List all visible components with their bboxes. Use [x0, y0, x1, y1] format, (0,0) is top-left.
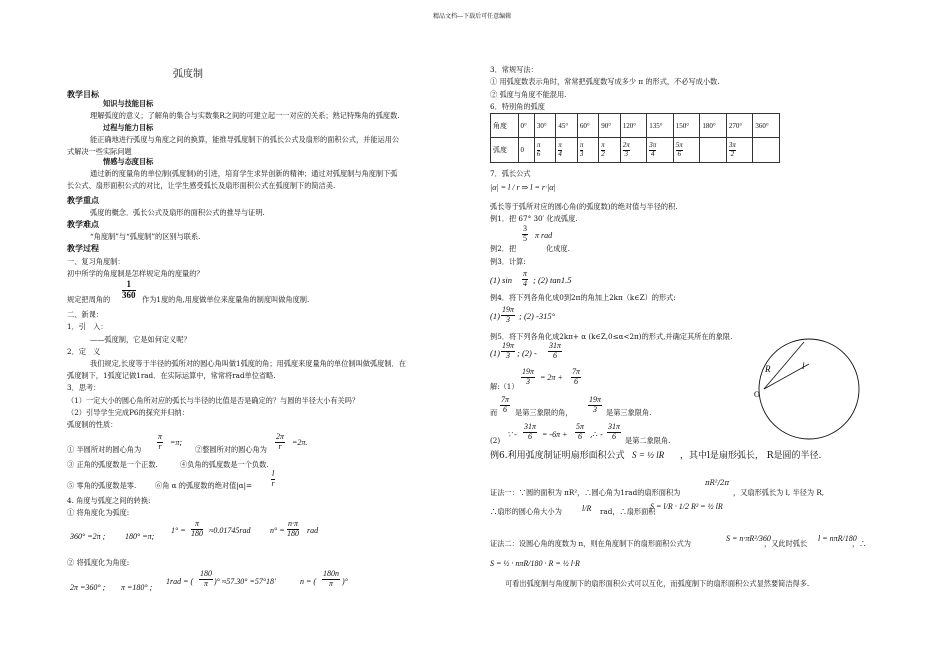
example-2-rad: π rad	[535, 231, 553, 240]
arc-formula: |α| = l / r ⇒ l = r·|α|	[490, 183, 556, 192]
special-angles-heading: 6．特别角的弧度	[490, 102, 545, 111]
circle-outline	[759, 339, 859, 439]
example-5a-prefix: (1)	[490, 348, 500, 358]
sector-circle-figure	[754, 334, 864, 444]
proof-3: 证法二：设圆心角的度数为 n，则在角度制下的扇形面积公式为	[490, 539, 691, 548]
fraction-pi-180: $\frac{\pi}{180}$	[191, 519, 203, 538]
review-3-prefix: 规定把周角的	[67, 295, 111, 304]
solution-1: = 2π +	[540, 373, 563, 382]
example-2-prefix: 例2．把	[490, 244, 517, 253]
key-heading: 教学重点	[67, 195, 99, 205]
solution-2b: 是第三象限角.	[606, 408, 652, 417]
example-2: 化成度.	[546, 244, 570, 253]
proof-3c: ，又此时弧长	[764, 539, 808, 548]
definition-1: 我们规定,长度等于半径的弧所对的圆心角叫做1弧度的角；用弧度来度量角的单位制叫做弧度制．在	[90, 359, 406, 368]
think-heading: 3．思考：	[67, 383, 101, 392]
process-main-heading: 教学过程	[67, 243, 99, 253]
degree-row	[491, 114, 780, 138]
prop-full-circle-value: =2π.	[292, 438, 308, 447]
example-4a-prefix: (1)	[490, 311, 500, 321]
conv-1deg-value: ≈0.01745rad	[209, 526, 251, 535]
conv-1rad: 1rad = (	[166, 577, 194, 586]
think-1: （1）一定大小的圆心角所对应的弧长与半径的比值是否是确定的？与圆的半径大小有关吗？	[67, 396, 360, 405]
degree-cell: 270°	[726, 114, 753, 138]
definition-heading: 2．定 义	[67, 347, 101, 356]
prop-abs: ⑥角 α 的弧度数的绝对值|α|=	[155, 481, 253, 490]
fraction-pi-r: $\frac{\pi}{r}$	[158, 432, 163, 451]
conv-nrad: n = (	[300, 577, 317, 586]
degree-cell: 30°	[534, 114, 555, 138]
knowledge-heading: 知识与技能目标	[103, 99, 154, 108]
definition-2: 弧度制下，1弧度记做1rad．在实际运算中，常常将rad单位省略.	[67, 371, 276, 380]
key-text: 弧度的概念．弧长公式及扇形的面积公式的推导与证明.	[90, 208, 265, 217]
page-header: 精品文档---下载后可任意编辑	[433, 13, 512, 20]
degree-row-head: 角度	[491, 114, 519, 138]
solution-2-fraction: $\frac{7\pi}{6}$	[501, 395, 510, 414]
circle-label-O: O	[754, 390, 760, 399]
arc-heading: 7．弧长公式	[490, 169, 531, 178]
solution-3-mid: = -6π +	[542, 430, 568, 439]
conv-360: 360° =2π ;	[70, 532, 106, 541]
degree-cell: 150°	[673, 114, 700, 138]
conv-ndeg: n° =	[270, 526, 285, 535]
conv-1deg: 1° =	[171, 526, 186, 535]
proof-2c: S = l/R · 1/2 R² = ½ lR	[650, 502, 723, 511]
degree-cell: 360°	[753, 114, 780, 138]
review-2: 初中所学的角度制是怎样规定角的度量的？	[67, 269, 204, 278]
proof-3e: ，∴	[852, 539, 867, 548]
fraction-2pi-r: $\frac{2\pi}{r}$	[276, 432, 285, 451]
conv-2pi: 2π =360° ;	[70, 583, 106, 592]
new-lesson: 二、新课：	[67, 310, 103, 319]
conv-1rad-value: )° ≈57.30° =57°18′	[214, 577, 276, 586]
radian-cell: $\frac{2\pi}{3}$	[620, 138, 647, 163]
process-heading: 过程与能力目标	[103, 123, 154, 132]
intro: 1．引 入：	[67, 322, 108, 331]
proof-2: ∴扇形的圆心角大小为	[490, 507, 562, 516]
proof-2b: rad，∴扇形面积	[600, 507, 656, 516]
radian-cell: $\frac{3\pi}{2}$	[726, 138, 753, 163]
solution-3-end: 是第二象限角.	[625, 436, 671, 445]
writing-1: ① 用弧度数表示角时，常常把弧度数写成多少 π 的形式，不必写成小数.	[490, 77, 720, 86]
conversion-heading: 4. 角度与弧度之间的转换:	[67, 496, 151, 505]
difficulty-text: “角度制”与“弧度制”的区别与联系.	[90, 232, 201, 241]
radian-cell	[700, 138, 727, 163]
review-3: 作为1度的角,用度做单位来度量角的制度叫做角度制.	[142, 295, 310, 304]
deg-to-rad-heading: ① 将角度化为弧度:	[67, 508, 130, 517]
knowledge-text: 理解弧度的意义；了解角的集合与实数集R之间的可建立起一一对应的关系；熟记特殊角的弧度数.	[90, 111, 400, 120]
conv-pi: π =180° ;	[121, 583, 153, 592]
review-1: 一、复习角度制：	[67, 257, 125, 266]
solution-3-prefix: (2)	[490, 436, 501, 445]
prop-zero: ⑤ 零角的弧度数是零.	[67, 481, 137, 490]
proof-2-lr: l/R	[582, 504, 592, 513]
example-3: 例3．计算:	[490, 257, 526, 266]
solution-1-fraction-b: $\frac{7\pi}{6}$	[572, 367, 581, 386]
prop-half-circle: ① 半圆所对的圆心角为	[67, 445, 142, 454]
radian-cell: $\frac{\pi}{2}$	[599, 138, 620, 163]
example-5a-fraction: $\frac{19\pi}{3}$	[502, 341, 515, 360]
proof-3d: l = nπR/180	[818, 534, 857, 543]
radian-cell: $\frac{\pi}{3}$	[577, 138, 598, 163]
conv-180: 180° =π;	[125, 532, 155, 541]
radian-cell: $\frac{\pi}{6}$	[534, 138, 555, 163]
example-5b-fraction: $\frac{31\pi}{6}$	[549, 341, 562, 360]
example-1: 例1．把 67° 30′ 化成弧度.	[490, 214, 578, 223]
fraction-180n-pi: $\frac{180n}{\pi}$	[323, 569, 339, 588]
solution-prefix: 解:（1）	[490, 382, 519, 391]
process-text-1: 能正确地进行弧度与角度之间的换算，能推导弧度制下的弧长公式及扇形的面积公式，并能运用公	[90, 135, 400, 144]
prop-negative: ④负角的弧度数是一个负数.	[180, 460, 269, 469]
example-2-fraction: $\frac{3}{5}$	[523, 224, 527, 243]
radian-row	[491, 138, 780, 163]
solution-2b-fraction: $\frac{19\pi}{3}$	[589, 395, 602, 414]
degree-cell: 180°	[700, 114, 727, 138]
think-2: （2）引导学生完成P6的探究并归纳：	[67, 408, 189, 417]
radian-cell: $\frac{3\pi}{4}$	[647, 138, 674, 163]
rad-to-deg-heading: ② 将弧度化为角度:	[67, 558, 130, 567]
proof-1: 证法一：∵圆的面积为 πR²，∴圆心角为1rad的扇形面积为	[490, 488, 681, 497]
example-3a-fraction: $\frac{\pi}{4}$	[523, 269, 528, 288]
fraction-1-360: $\frac{1}{360}$	[122, 279, 136, 300]
degree-cell: 135°	[647, 114, 674, 138]
emotion-text-1: 通过新的度量角的单位制(弧度制)的引进，培育学生求异创新的精神；通过对弧度制与角度制下弧	[90, 169, 398, 178]
radian-cell: 0	[518, 138, 534, 163]
degree-cell: 120°	[620, 114, 647, 138]
degree-cell: 90°	[599, 114, 620, 138]
example-5b-prefix: ; (2) -	[517, 348, 537, 358]
solution-3-fraction-c: ,∴ -	[590, 430, 603, 439]
intro-question: ——弧度制，它是如何定义呢？	[90, 335, 191, 344]
emotion-heading: 情感与态度目标	[103, 157, 154, 166]
doc-title: 弧度制	[173, 69, 203, 80]
solution-3-fraction-d: $\frac{31\pi}{6}$	[608, 422, 621, 441]
difficulty-heading: 教学难点	[67, 219, 99, 229]
solution-1-fraction: $\frac{19\pi}{3}$	[522, 367, 535, 386]
fraction-l-r: $\frac{l}{r}$	[271, 469, 275, 488]
degree-cell: 0°	[518, 114, 534, 138]
solution-2-prefix: 而	[490, 408, 498, 417]
radian-cell: $\frac{\pi}{4}$	[556, 138, 577, 163]
example-6-formula: S = ½ lR	[632, 450, 665, 460]
circle-label-l: l	[802, 361, 805, 371]
radian-cell: $\frac{5\pi}{6}$	[673, 138, 700, 163]
example-5: 例5．将下列各角化成2kπ+ α (k∈Z,0≤α<2π)的形式,并确定其所在的象限.	[490, 332, 733, 341]
example-6b: ，其中l是扇形弧长， R是圆的半径.	[680, 451, 822, 461]
example-3b: ; (2) tan1.5	[533, 275, 572, 285]
emotion-text-2: 长公式、扇形面积公式的对比，让学生感受弧长及扇形面积公式在弧度制下的简洁美.	[67, 181, 336, 190]
solution-3-fraction-b: $\frac{5\pi}{6}$	[576, 422, 585, 441]
goals-heading: 教学目标	[67, 89, 99, 99]
properties-heading: 弧度制的性质：	[67, 420, 118, 429]
radian-row-head: 弧度	[491, 138, 519, 163]
writing-2: ② 弧度与角度不能混用.	[490, 90, 567, 99]
fraction-180-pi: $\frac{180}{\pi}$	[200, 569, 212, 588]
proof-1b: ，又扇形弧长为 l, 半径为 R,	[733, 488, 825, 497]
process-text-2: 式解决一些实际问题	[67, 147, 132, 156]
proof-3b: S = n·πR²/360	[726, 534, 771, 543]
example-3a: (1) sin	[490, 275, 512, 285]
conv-nrad-unit: )°	[342, 577, 348, 586]
proof-4: S = ½ · nπR/180 · R = ½ l·R	[490, 559, 580, 568]
solution-2: 是第三象限的角，	[515, 408, 573, 417]
example-6: 例6.利用弧度制证明扇形面积公式	[490, 451, 625, 461]
circle-label-R: R	[765, 364, 771, 374]
prop-positive: ③ 正角的弧度数是一个正数.	[67, 460, 158, 469]
example-4: 例4．将下列各角化成0到2π的角加上2kπ（k∈Z）的形式:	[490, 293, 676, 302]
solution-3: ∵ -	[507, 430, 517, 439]
proof-1-frac: πR²/2π	[705, 479, 730, 487]
arc-text: 弧长等于弧所对应的圆心角(的弧度数)的绝对值与半径的积.	[490, 202, 678, 211]
conv-ndeg-unit: rad	[307, 526, 319, 535]
special-angle-table	[490, 113, 780, 163]
example-4a-fraction: $\frac{19\pi}{3}$	[502, 305, 515, 324]
radian-cell	[753, 138, 780, 163]
prop-half-circle-value: =π;	[170, 438, 183, 447]
ending-note: 可看出弧度制与角度制下的扇形面积公式可以互化，而弧度制下的扇形面积公式显然要简洁得多.	[505, 579, 810, 588]
writing-heading: 3．常规写法：	[490, 65, 538, 74]
degree-cell: 45°	[556, 114, 577, 138]
solution-3-fraction: $\frac{31\pi}{6}$	[524, 422, 537, 441]
degree-cell: 60°	[577, 114, 598, 138]
fraction-npi-180: $\frac{n\cdot\pi}{180}$	[287, 519, 299, 538]
prop-full-circle: ②整圆所对的圆心角为	[195, 445, 267, 454]
example-4b: ; (2) -315°	[519, 311, 555, 321]
